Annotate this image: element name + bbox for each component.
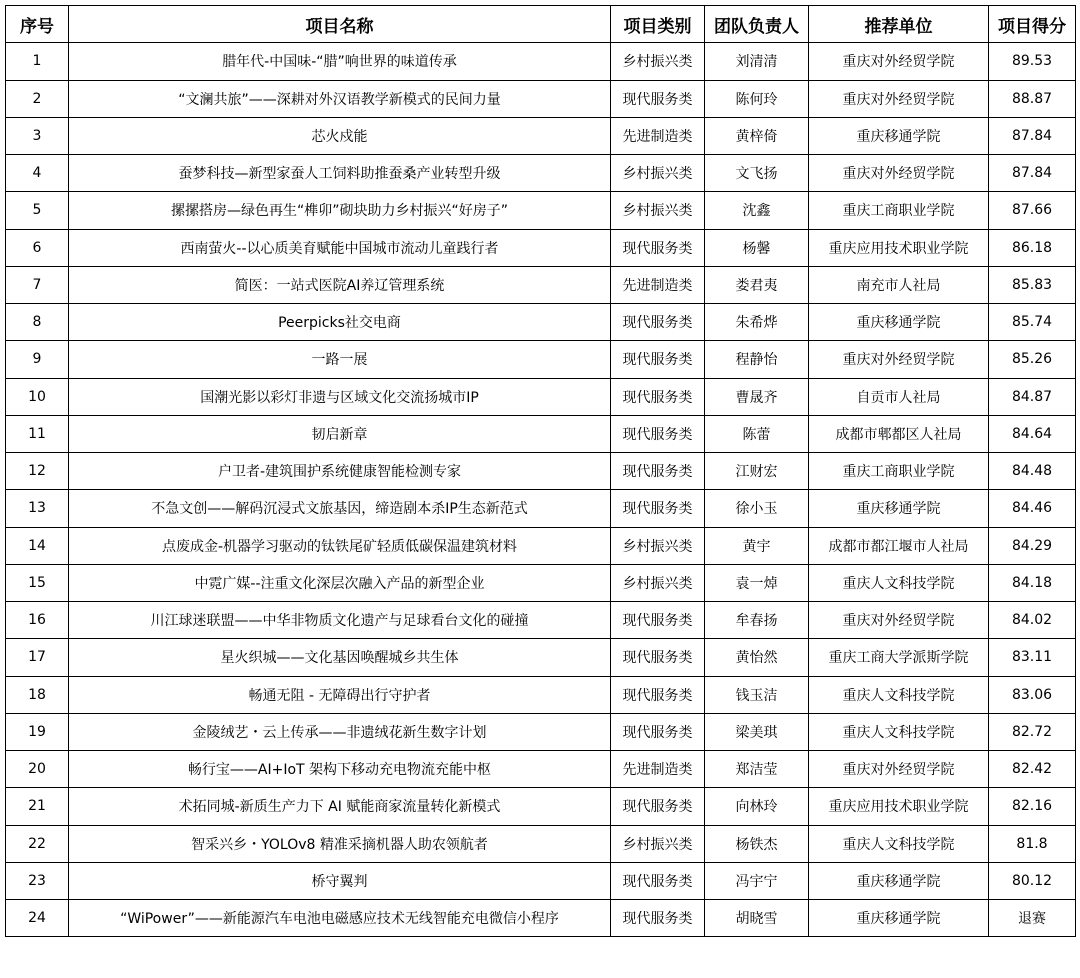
header-leader: 团队负责人 — [705, 6, 809, 43]
cell-project-name: 畅行宝——AI+IoT 架构下移动充电物流充能中枢 — [69, 751, 611, 788]
cell-unit: 重庆对外经贸学院 — [809, 80, 989, 117]
cell-leader: 陈蕾 — [705, 415, 809, 452]
table-row — [6, 229, 1076, 266]
table-row — [6, 602, 1076, 639]
cell-unit: 重庆工商大学派斯学院 — [809, 639, 989, 676]
cell-category: 现代服务类 — [611, 80, 705, 117]
cell-unit: 重庆对外经贸学院 — [809, 602, 989, 639]
table-row — [6, 43, 1076, 80]
table-row — [6, 453, 1076, 490]
cell-category: 现代服务类 — [611, 639, 705, 676]
cell-project-name: 摞摞搭房—绿色再生“榫卯”砌块助力乡村振兴“好房子” — [69, 192, 611, 229]
cell-score: 87.66 — [989, 192, 1076, 229]
cell-score: 81.8 — [989, 825, 1076, 862]
cell-leader: 陈何玲 — [705, 80, 809, 117]
cell-score: 87.84 — [989, 155, 1076, 192]
cell-index: 2 — [6, 80, 69, 117]
header-index: 序号 — [6, 6, 69, 43]
cell-leader: 曹晟齐 — [705, 378, 809, 415]
cell-unit: 重庆对外经贸学院 — [809, 155, 989, 192]
cell-unit: 重庆移通学院 — [809, 490, 989, 527]
cell-score: 88.87 — [989, 80, 1076, 117]
cell-category: 现代服务类 — [611, 378, 705, 415]
table-row — [6, 378, 1076, 415]
score-table — [5, 5, 1076, 937]
cell-index: 22 — [6, 825, 69, 862]
cell-leader: 黄梓倚 — [705, 117, 809, 154]
cell-score: 82.42 — [989, 751, 1076, 788]
cell-project-name: 蚕梦科技—新型家蚕人工饲料助推蚕桑产业转型升级 — [69, 155, 611, 192]
cell-category: 现代服务类 — [611, 415, 705, 452]
cell-index: 8 — [6, 304, 69, 341]
cell-category: 现代服务类 — [611, 490, 705, 527]
cell-project-name: 术拓同城-新质生产力下 AI 赋能商家流量转化新模式 — [69, 788, 611, 825]
table-row — [6, 825, 1076, 862]
cell-category: 现代服务类 — [611, 304, 705, 341]
cell-project-name: 金陵绒艺・云上传承——非遗绒花新生数字计划 — [69, 713, 611, 750]
cell-index: 9 — [6, 341, 69, 378]
cell-leader: 刘清清 — [705, 43, 809, 80]
cell-score: 退赛 — [989, 900, 1076, 937]
cell-project-name: 西南萤火--以心质美育赋能中国城市流动儿童践行者 — [69, 229, 611, 266]
cell-leader: 梁美琪 — [705, 713, 809, 750]
cell-unit: 重庆人文科技学院 — [809, 713, 989, 750]
cell-index: 13 — [6, 490, 69, 527]
cell-score: 84.48 — [989, 453, 1076, 490]
table-row — [6, 639, 1076, 676]
cell-leader: 杨铁杰 — [705, 825, 809, 862]
cell-leader: 沈鑫 — [705, 192, 809, 229]
cell-project-name: 一路一展 — [69, 341, 611, 378]
cell-category: 先进制造类 — [611, 751, 705, 788]
cell-leader: 胡晓雪 — [705, 900, 809, 937]
cell-score: 83.06 — [989, 676, 1076, 713]
cell-score: 82.16 — [989, 788, 1076, 825]
header-score: 项目得分 — [989, 6, 1076, 43]
cell-leader: 向林玲 — [705, 788, 809, 825]
cell-index: 15 — [6, 564, 69, 601]
cell-project-name: 国潮光影以彩灯非遗与区域文化交流扬城市IP — [69, 378, 611, 415]
cell-category: 现代服务类 — [611, 341, 705, 378]
header-name: 项目名称 — [69, 6, 611, 43]
cell-leader: 朱希烨 — [705, 304, 809, 341]
cell-category: 先进制造类 — [611, 266, 705, 303]
cell-unit: 重庆应用技术职业学院 — [809, 788, 989, 825]
cell-index: 14 — [6, 527, 69, 564]
cell-index: 5 — [6, 192, 69, 229]
cell-score: 83.11 — [989, 639, 1076, 676]
cell-index: 21 — [6, 788, 69, 825]
cell-unit: 重庆移通学院 — [809, 117, 989, 154]
header-unit: 推荐单位 — [809, 6, 989, 43]
cell-unit: 自贡市人社局 — [809, 378, 989, 415]
cell-unit: 重庆对外经贸学院 — [809, 43, 989, 80]
cell-unit: 南充市人社局 — [809, 266, 989, 303]
table-row — [6, 341, 1076, 378]
cell-project-name: 点废成金-机器学习驱动的钛铁尾矿轻质低碳保温建筑材料 — [69, 527, 611, 564]
cell-leader: 袁一焯 — [705, 564, 809, 601]
cell-index: 19 — [6, 713, 69, 750]
cell-unit: 重庆移通学院 — [809, 304, 989, 341]
cell-project-name: 韧启新章 — [69, 415, 611, 452]
cell-leader: 郑洁莹 — [705, 751, 809, 788]
table-row — [6, 192, 1076, 229]
cell-leader: 文飞扬 — [705, 155, 809, 192]
cell-category: 乡村振兴类 — [611, 527, 705, 564]
table-row — [6, 415, 1076, 452]
cell-category: 现代服务类 — [611, 602, 705, 639]
cell-unit: 成都市郫都区人社局 — [809, 415, 989, 452]
table-row — [6, 304, 1076, 341]
cell-leader: 杨馨 — [705, 229, 809, 266]
cell-score: 82.72 — [989, 713, 1076, 750]
cell-category: 乡村振兴类 — [611, 155, 705, 192]
cell-category: 现代服务类 — [611, 676, 705, 713]
cell-unit: 重庆对外经贸学院 — [809, 341, 989, 378]
cell-score: 89.53 — [989, 43, 1076, 80]
cell-project-name: 腊年代-中国味-“腊”响世界的味道传承 — [69, 43, 611, 80]
header-row — [6, 6, 1076, 43]
cell-project-name: “文澜共旅”——深耕对外汉语教学新模式的民间力量 — [69, 80, 611, 117]
cell-leader: 黄宇 — [705, 527, 809, 564]
table-row — [6, 862, 1076, 899]
cell-index: 17 — [6, 639, 69, 676]
cell-project-name: 简医：一站式医院AI养辽管理系统 — [69, 266, 611, 303]
cell-index: 4 — [6, 155, 69, 192]
cell-index: 10 — [6, 378, 69, 415]
cell-unit: 重庆人文科技学院 — [809, 564, 989, 601]
cell-unit: 重庆移通学院 — [809, 900, 989, 937]
cell-leader: 江财宏 — [705, 453, 809, 490]
cell-score: 84.87 — [989, 378, 1076, 415]
cell-unit: 成都市都江堰市人社局 — [809, 527, 989, 564]
cell-category: 现代服务类 — [611, 713, 705, 750]
cell-unit: 重庆应用技术职业学院 — [809, 229, 989, 266]
table-row — [6, 900, 1076, 937]
cell-score: 86.18 — [989, 229, 1076, 266]
cell-index: 24 — [6, 900, 69, 937]
cell-category: 乡村振兴类 — [611, 564, 705, 601]
cell-project-name: Peerpicks社交电商 — [69, 304, 611, 341]
cell-unit: 重庆人文科技学院 — [809, 676, 989, 713]
cell-project-name: 不急文创——解码沉浸式文旅基因，缔造剧本杀IP生态新范式 — [69, 490, 611, 527]
cell-category: 乡村振兴类 — [611, 43, 705, 80]
cell-index: 20 — [6, 751, 69, 788]
cell-project-name: 川江球迷联盟——中华非物质文化遗产与足球看台文化的碰撞 — [69, 602, 611, 639]
cell-unit: 重庆工商职业学院 — [809, 453, 989, 490]
cell-category: 现代服务类 — [611, 453, 705, 490]
cell-project-name: “WiPower”——新能源汽车电池电磁感应技术无线智能充电微信小程序 — [69, 900, 611, 937]
cell-project-name: 星火织城——文化基因唤醒城乡共生体 — [69, 639, 611, 676]
cell-leader: 钱玉洁 — [705, 676, 809, 713]
cell-index: 6 — [6, 229, 69, 266]
cell-category: 现代服务类 — [611, 229, 705, 266]
cell-score: 84.64 — [989, 415, 1076, 452]
table-row — [6, 490, 1076, 527]
cell-project-name: 中霓广媒--注重文化深层次融入产品的新型企业 — [69, 564, 611, 601]
cell-category: 现代服务类 — [611, 862, 705, 899]
cell-index: 11 — [6, 415, 69, 452]
cell-score: 84.29 — [989, 527, 1076, 564]
cell-category: 先进制造类 — [611, 117, 705, 154]
cell-index: 3 — [6, 117, 69, 154]
cell-score: 85.74 — [989, 304, 1076, 341]
table-row — [6, 527, 1076, 564]
cell-category: 现代服务类 — [611, 900, 705, 937]
cell-leader: 牟春扬 — [705, 602, 809, 639]
table-row — [6, 80, 1076, 117]
table-row — [6, 117, 1076, 154]
cell-leader: 程静怡 — [705, 341, 809, 378]
cell-category: 现代服务类 — [611, 788, 705, 825]
cell-score: 84.02 — [989, 602, 1076, 639]
cell-project-name: 桥守翼判 — [69, 862, 611, 899]
table-row — [6, 788, 1076, 825]
header-category: 项目类别 — [611, 6, 705, 43]
table-row — [6, 713, 1076, 750]
cell-unit: 重庆人文科技学院 — [809, 825, 989, 862]
cell-category: 乡村振兴类 — [611, 825, 705, 862]
cell-score: 80.12 — [989, 862, 1076, 899]
table-body — [6, 43, 1076, 937]
table-row — [6, 266, 1076, 303]
table-row — [6, 155, 1076, 192]
cell-index: 16 — [6, 602, 69, 639]
table-row — [6, 676, 1076, 713]
cell-index: 18 — [6, 676, 69, 713]
cell-leader: 黄怡然 — [705, 639, 809, 676]
cell-score: 84.18 — [989, 564, 1076, 601]
cell-score: 84.46 — [989, 490, 1076, 527]
cell-score: 85.26 — [989, 341, 1076, 378]
cell-project-name: 芯火戍能 — [69, 117, 611, 154]
cell-index: 7 — [6, 266, 69, 303]
cell-unit: 重庆对外经贸学院 — [809, 751, 989, 788]
cell-unit: 重庆移通学院 — [809, 862, 989, 899]
cell-category: 乡村振兴类 — [611, 192, 705, 229]
cell-index: 1 — [6, 43, 69, 80]
cell-leader: 冯宇宁 — [705, 862, 809, 899]
cell-score: 85.83 — [989, 266, 1076, 303]
cell-index: 12 — [6, 453, 69, 490]
cell-project-name: 畅通无阻 - 无障碍出行守护者 — [69, 676, 611, 713]
cell-leader: 娄君夷 — [705, 266, 809, 303]
table-row — [6, 564, 1076, 601]
cell-project-name: 户卫者-建筑围护系统健康智能检测专家 — [69, 453, 611, 490]
cell-unit: 重庆工商职业学院 — [809, 192, 989, 229]
table-row — [6, 751, 1076, 788]
cell-project-name: 智采兴乡・YOLOv8 精准采摘机器人助农领航者 — [69, 825, 611, 862]
cell-index: 23 — [6, 862, 69, 899]
cell-score: 87.84 — [989, 117, 1076, 154]
cell-leader: 徐小玉 — [705, 490, 809, 527]
